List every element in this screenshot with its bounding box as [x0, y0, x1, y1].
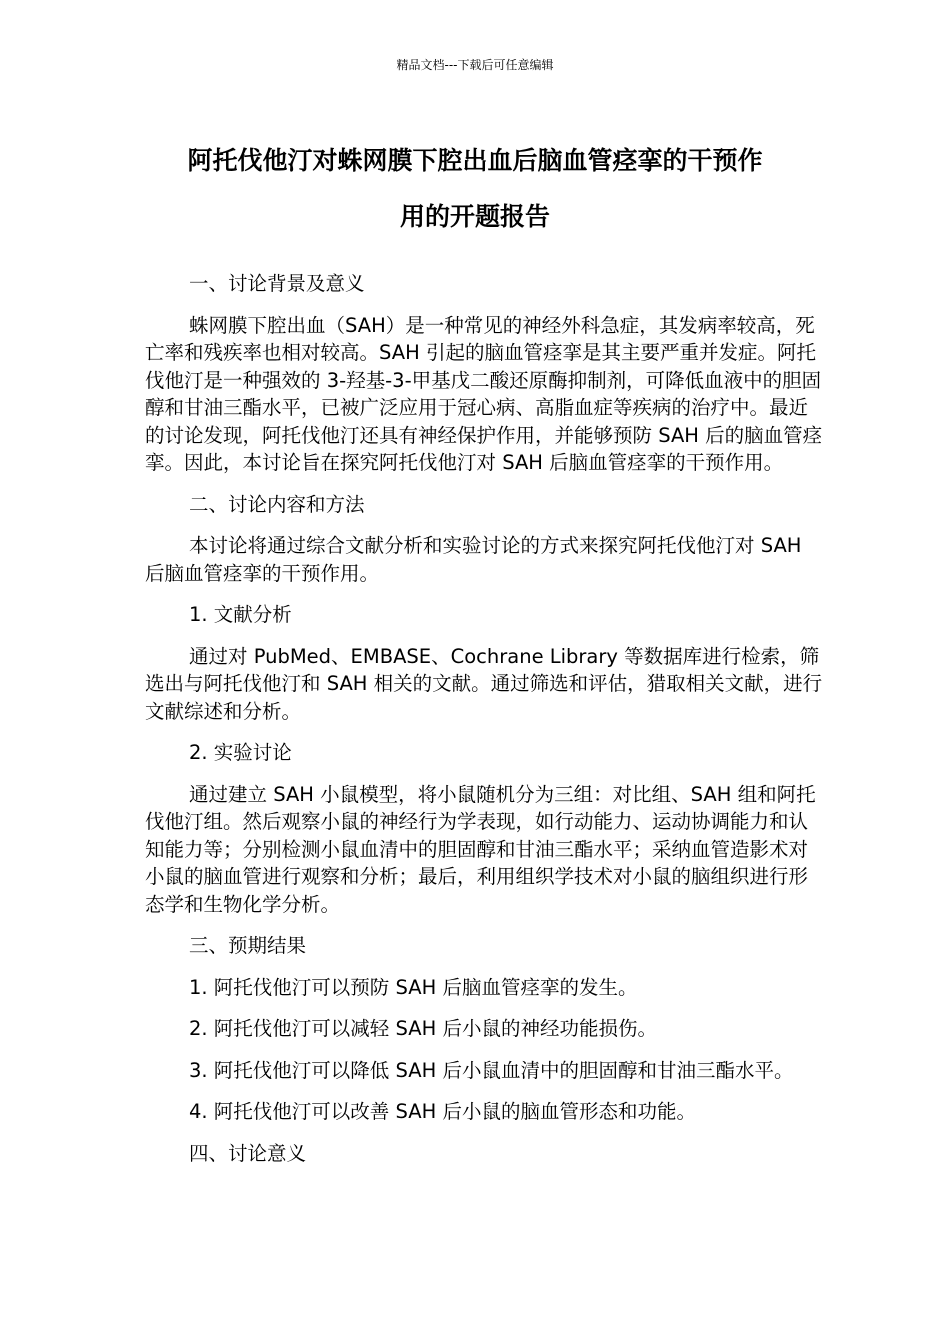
paragraph-methods-intro: 本讨论将通过综合文献分析和实验讨论的方式来探究阿托伐他汀对 SAH 后脑血管痉挛的干预作用。: [145, 534, 802, 585]
paragraph-literature: 通过对 PubMed、EMBASE、Cochrane Library 等数据库进行检索，筛选出与阿托伐他汀和 SAH 相关的文献。通过筛选和评估，猎取相关文献，进行文献综述和分析。: [145, 644, 823, 723]
document-title: [140, 133, 810, 245]
section-heading-significance: 四、讨论意义: [189, 1141, 307, 1165]
paragraph-experiment: 通过建立 SAH 小鼠模型，将小鼠随机分为三组：对比组、SAH 组和阿托伐他汀组。然后观察小鼠的神经行为学表现，如行动能力、运动协调能力和认知能力等；分别检测小鼠血清中的胆固醇和甘油三酯水平；采纳血管造影术对小鼠的脑血管进行观察和分析；最后，利用组织学技术对小鼠的脑组织进行形态学和生物化学分析。: [145, 782, 816, 916]
list-item: 4. 阿托伐他汀可以改善 SAH 后小鼠的脑血管形态和功能。: [189, 1100, 696, 1123]
document-body: [145, 270, 825, 1181]
page-header: 精品文档---下载后可任意编辑: [396, 58, 554, 72]
section-heading-background: 一、讨论背景及意义: [189, 272, 365, 295]
title-line-2: 用的开题报告: [399, 202, 550, 231]
subsection-heading-experiment: 2. 实验讨论: [189, 741, 292, 764]
title-line-1: 阿托伐他汀对蛛网膜下腔出血后脑血管痉挛的干预作: [187, 146, 763, 175]
section-heading-content-methods: 二、讨论内容和方法: [189, 492, 365, 516]
list-item: 3. 阿托伐他汀可以降低 SAH 后小鼠血清中的胆固醇和甘油三酯水平。: [189, 1058, 794, 1082]
list-item: 2. 阿托伐他汀可以减轻 SAH 后小鼠的神经功能损伤。: [189, 1017, 657, 1040]
paragraph-background: 蛛网膜下腔出血（SAH）是一种常见的神经外科急症，其发病率较高，死亡率和残疾率也相对较高。SAH 引起的脑血管痉挛是其主要严重并发症。阿托伐他汀是一种强效的 3-羟基-3-甲基戊二酸还原酶抑制剂，可降低血液中的胆固醇和甘油三酯水平，已被广泛应用于冠心病、高脂血症等疾病的治疗中。最近的讨论发现，阿托伐他汀还具有神经保护作用，并能够预防 SAH 后的脑血管痉挛。因此，本讨论旨在探究阿托伐他汀对 SAH 后脑血管痉挛的干预作用。: [145, 313, 823, 474]
list-item: 1. 阿托伐他汀可以预防 SAH 后脑血管痉挛的发生。: [189, 975, 638, 999]
subsection-heading-literature: 1. 文献分析: [189, 603, 292, 626]
section-heading-expected-results: 三、预期结果: [189, 934, 307, 957]
